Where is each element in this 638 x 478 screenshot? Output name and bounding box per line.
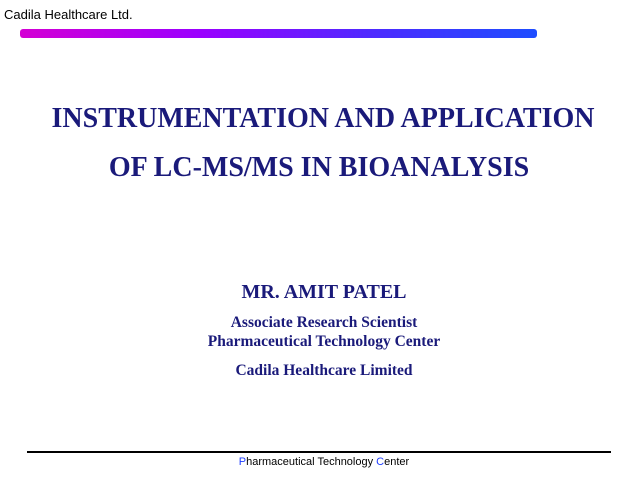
footer-initial-p: P — [238, 456, 247, 468]
footer-initial-c: C — [376, 456, 385, 468]
slide-title-line2: OF LC-MS/MS IN BIOANALYSIS — [108, 152, 530, 183]
author-department: Pharmaceutical Technology Center — [207, 333, 441, 350]
author-company: Cadila Healthcare Limited — [235, 362, 413, 379]
header-gradient-bar — [20, 29, 537, 38]
author-name: MR. AMIT PATEL — [241, 281, 407, 303]
slide-title-line1: INSTRUMENTATION AND APPLICATION — [51, 103, 595, 134]
footer-part1: harmaceutical Technology — [246, 456, 377, 468]
author-role: Associate Research Scientist — [230, 314, 418, 331]
footer-part2: enter — [384, 456, 410, 468]
footer-divider — [27, 451, 611, 453]
header-brand: Cadila Healthcare Ltd. — [4, 7, 133, 22]
footer-text — [0, 456, 638, 468]
